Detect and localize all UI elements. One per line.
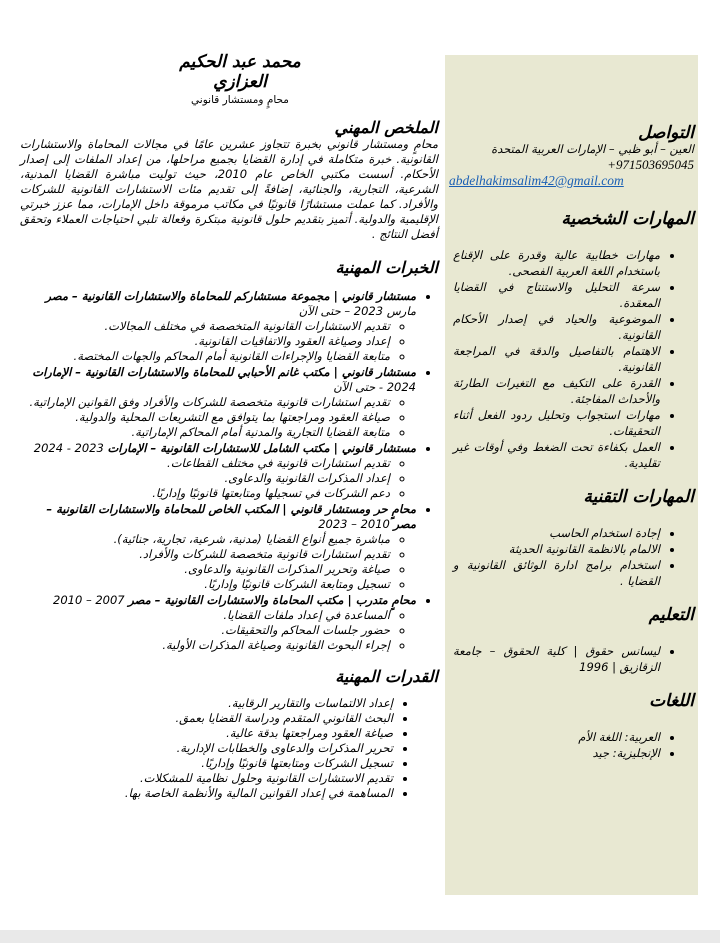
list-item: • تحرير المذكرات والدعاوى والخطابات الإدارية. <box>20 741 393 756</box>
job-entry <box>20 593 416 653</box>
list-item: • تقديم الاستشارات القانونية وحلول نظامية للمشكلات. <box>20 771 393 786</box>
list-item: ◦ صياغة العقود ومراجعتها بما يتوافق مع التشريعات المحلية والدولية. <box>20 410 390 425</box>
technical-skills-list <box>453 525 694 589</box>
job-duties <box>20 319 416 364</box>
job-entry <box>20 289 416 364</box>
list-item: • الالمام بالانظمة القانونية الحديثة <box>453 541 660 557</box>
education-heading: التعليم <box>648 605 694 625</box>
list-item: • العربية: اللغة الأم <box>453 729 660 745</box>
list-item: ◦ صياغة وتحرير المذكرات القانونية والدعاوى. <box>20 562 390 577</box>
job-title: مستشار قانوني | مكتب غانم الأحبابي للمحاماة والاستشارات القانونية – الإمارات <box>32 365 416 379</box>
job-date: 2010 – 2023 <box>318 517 390 531</box>
job-duties <box>20 532 416 592</box>
list-item: ◦ إجراء البحوث القانونية وصياغة المذكرات الأولية. <box>20 638 390 653</box>
languages-heading: اللغات <box>649 691 694 711</box>
experience-heading: الخبرات المهنية <box>335 258 438 277</box>
summary-text: محامٍ ومستشار قانوني بخبرة تتجاوز عشرين عامًا في مجالات المحاماة والاستشارات القانونية. خبرة متكاملة في إدارة القضايا بجميع مراحلها، من إعداد الملفات إلى إصدار الأحكام. أسست مكتبي الخاص عام 2010، حيث توليت مباشرة القضايا المدنية، الشرعية، التجارية، والجنائية، إضافةً إلى تقديم مئات الاستشارات القانونية للشركات والأفراد. كما عملت مستشارًا قانونيًا في مكاتب مرموقة داخل الإمارات، مما عزز خبرتي الإقليمية والدولية. أتميز بتقديم حلول قانونية مبتكرة وفعالة تلبي احتياجات العملاء وتحقق أفضل النتائج . <box>20 137 438 241</box>
list-item: • إعداد الالتماسات والتقارير الرقابية. <box>20 696 393 711</box>
main-column <box>20 50 438 801</box>
job-date: 2007 – 2010 <box>53 593 125 607</box>
list-item: • ليسانس حقوق | كلية الحقوق – جامعة الزقازيق | 1996 <box>453 643 660 675</box>
list-item: ◦ تقديم الاستشارات القانونية المتخصصة في مختلف المجالات. <box>20 319 390 334</box>
list-item: • مهارات خطابية عالية وقدرة على الإقناع باستخدام اللغة العربية الفصحى. <box>453 247 660 279</box>
list-item: ◦ تقديم استشارات قانونية في مختلف القطاعات. <box>20 456 390 471</box>
job-title: محامٍ حر ومستشار قانوني | المكتب الخاص للمحاماة والاستشارات القانونية – مصر <box>46 502 416 531</box>
list-item: ◦ المساعدة في إعداد ملفات القضايا. <box>20 608 390 623</box>
candidate-title: محامٍ ومستشار قانوني <box>191 94 289 106</box>
list-item: ◦ مباشرة جميع أنواع القضايا (مدنية، شرعية، تجارية، جنائية). <box>20 532 390 547</box>
list-item: • مهارات استجواب وتحليل ردود الفعل أثناء التحقيقات. <box>453 407 660 439</box>
job-duties <box>20 395 416 440</box>
list-item: • إجادة استخدام الحاسب <box>453 525 660 541</box>
list-item: • العمل بكفاءة تحت الضغط وفي أوقات غير تقليدية. <box>453 439 660 471</box>
list-item: • الإنجليزية: جيد <box>453 745 660 761</box>
contact-email-link[interactable]: abdelhakimsalim42@gmail.com <box>449 173 624 188</box>
experience-list <box>20 289 438 653</box>
list-item: ◦ تسجيل ومتابعة الشركات قانونيًا وإداريًا. <box>20 577 390 592</box>
list-item: • تسجيل الشركات ومتابعتها قانونيًا وإداريًا. <box>20 756 393 771</box>
job-date: مارس 2023 – حتى الآن <box>298 304 416 318</box>
list-item: • الموضوعية والحياد في إصدار الأحكام القانونية. <box>453 311 660 343</box>
abilities-list <box>20 696 438 801</box>
list-item: ◦ إعداد وصياغة العقود والاتفاقيات القانونية. <box>20 334 390 349</box>
list-item: • المساهمة في إعداد القوانين المالية والأنظمة الخاصة بها. <box>20 786 393 801</box>
personal-skills-heading: المهارات الشخصية <box>561 209 694 229</box>
job-date: 2023 - 2024 <box>33 441 104 455</box>
job-title: مستشار قانوني | مجموعة مستشاركم للمحاماة والاستشارات القانونية – مصر <box>45 289 416 303</box>
job-entry <box>20 365 416 440</box>
job-duties <box>20 608 416 653</box>
contact-heading: التواصل <box>638 123 694 143</box>
list-item: ◦ متابعة القضايا والإجراءات القانونية أمام المحاكم والجهات المختصة. <box>20 349 390 364</box>
list-item: • سرعة التحليل والاستنتاج في القضايا المعقدة. <box>453 279 660 311</box>
list-item: • استخدام برامج ادارة الوثائق القانونية و القضايا . <box>453 557 660 589</box>
technical-skills-heading: المهارات التقنية <box>583 487 694 507</box>
list-item: • صياغة العقود ومراجعتها بدقة عالية. <box>20 726 393 741</box>
languages-list <box>453 729 694 761</box>
job-duties <box>20 456 416 501</box>
job-entry <box>20 441 416 501</box>
list-item: ◦ متابعة القضايا التجارية والمدنية أمام المحاكم الإماراتية. <box>20 425 390 440</box>
list-item: ◦ إعداد المذكرات القانونية والدعاوى. <box>20 471 390 486</box>
abilities-heading: القدرات المهنية <box>335 667 438 686</box>
list-item: ◦ حضور جلسات المحاكم والتحقيقات. <box>20 623 390 638</box>
job-title: مستشار قانوني | مكتب الشامل للاستشارات القانونية – الإمارات <box>107 441 416 455</box>
sidebar-panel <box>445 55 698 895</box>
list-item: ◦ دعم الشركات في تسجيلها ومتابعتها قانونيًا وإداريًا. <box>20 486 390 501</box>
page-edge <box>0 930 720 943</box>
list-item: • البحث القانوني المتقدم ودراسة القضايا بعمق. <box>20 711 393 726</box>
list-item: • القدرة على التكيف مع التغيرات الطارئة والأحداث المفاجئة. <box>453 375 660 407</box>
job-entry <box>20 502 416 592</box>
contact-phone <box>453 157 694 173</box>
summary-heading: الملخص المهني <box>334 118 438 137</box>
phone-number: +971503695045 <box>607 157 694 172</box>
education-list <box>453 643 694 675</box>
job-date: 2024 - حتى الآن <box>333 380 416 394</box>
list-item: ◦ تقديم استشارات قانونية متخصصة للشركات والأفراد. <box>20 547 390 562</box>
list-item: ◦ تقديم استشارات قانونية متخصصة للشركات والأفراد وفق القوانين الإماراتية. <box>20 395 390 410</box>
list-item: • الاهتمام بالتفاصيل والدقة في المراجعة القانونية. <box>453 343 660 375</box>
job-title: محامٍ متدرب | مكتب المحاماة والاستشارات القانونية – مصر <box>128 593 416 607</box>
contact-address: العين – أبو ظبي – الإمارات العربية المتحدة <box>491 142 694 156</box>
personal-skills-list <box>453 247 694 471</box>
candidate-name: محمد عبد الحكيم العزازي <box>179 52 301 92</box>
